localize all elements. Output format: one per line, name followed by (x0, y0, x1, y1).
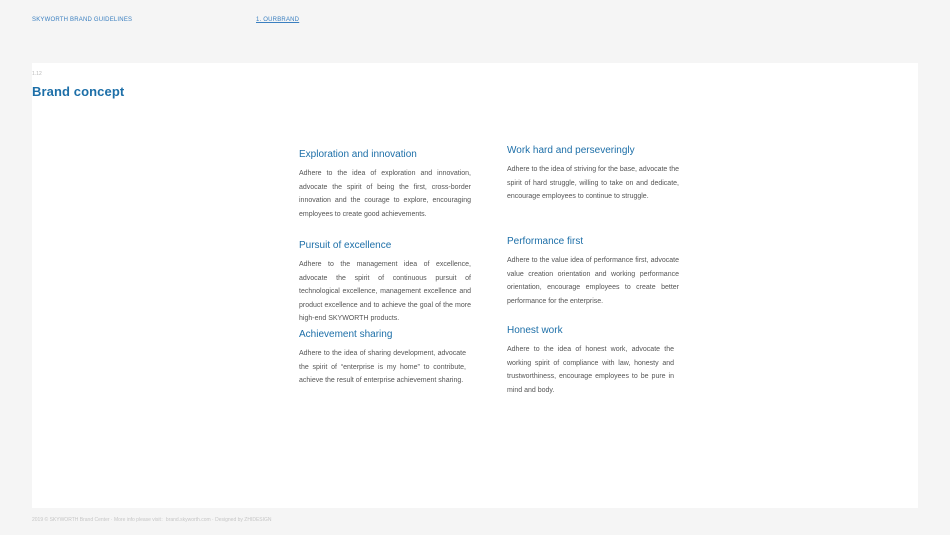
page-number: 1.12 (32, 71, 42, 77)
page-title: Brand concept (32, 84, 125, 99)
concept-title: Performance first (507, 236, 584, 247)
concept-title: Exploration and innovation (299, 149, 417, 160)
concept-honest-work (507, 324, 674, 397)
concept-achievement-sharing (299, 328, 466, 388)
concept-exploration-innovation (299, 148, 471, 221)
footer-credits: 2019 © SKYWORTH Brand Center · More info please visit：brand.skyworth.com · Designed by ZHIDESIGN (32, 517, 272, 523)
concept-text: Adhere to the idea of exploration and innovation, advocate the spirit of being the first, cross-border innovation and the courage to explore, encouraging employees to create good achievements. (299, 170, 471, 218)
header-brand-title: SKYWORTH BRAND GUIDELINES (32, 17, 133, 23)
concept-title: Work hard and perseveringly (507, 145, 635, 156)
concept-performance-first (507, 235, 679, 308)
concept-text: Adhere to the idea of honest work, advocate the working spirit of compliance with law, honesty and trustworthiness, encourage employees to be pure in mind and body. (507, 346, 674, 394)
concept-text: Adhere to the idea of striving for the base, advocate the spirit of hard struggle, willing to take on and dedicate, encourage employees to continue to struggle. (507, 166, 679, 201)
concept-text: Adhere to the management idea of excellence, advocate the spirit of continuous pursuit of technological excellence, management excellence and product excellence and to achieve the goal of the more high-end SKYWORTH products. (299, 261, 471, 323)
content-panel (32, 63, 918, 508)
concept-work-hard (507, 144, 679, 204)
concept-title: Honest work (507, 325, 563, 336)
concept-pursuit-excellence (299, 239, 471, 326)
concept-title: Achievement sharing (299, 329, 393, 340)
concept-text: Adhere to the idea of sharing development, advocate the spirit of “enterprise is my home” to contribute, achieve the result of enterprise achievement sharing. (299, 350, 466, 385)
section-link-ourbrand[interactable]: 1. OURBRAND (256, 17, 300, 23)
concept-text: Adhere to the value idea of performance first, advocate value creation orientation and working performance orientation, encourage employees to create better performance for the enterprise. (507, 257, 679, 305)
concept-title: Pursuit of excellence (299, 240, 392, 251)
